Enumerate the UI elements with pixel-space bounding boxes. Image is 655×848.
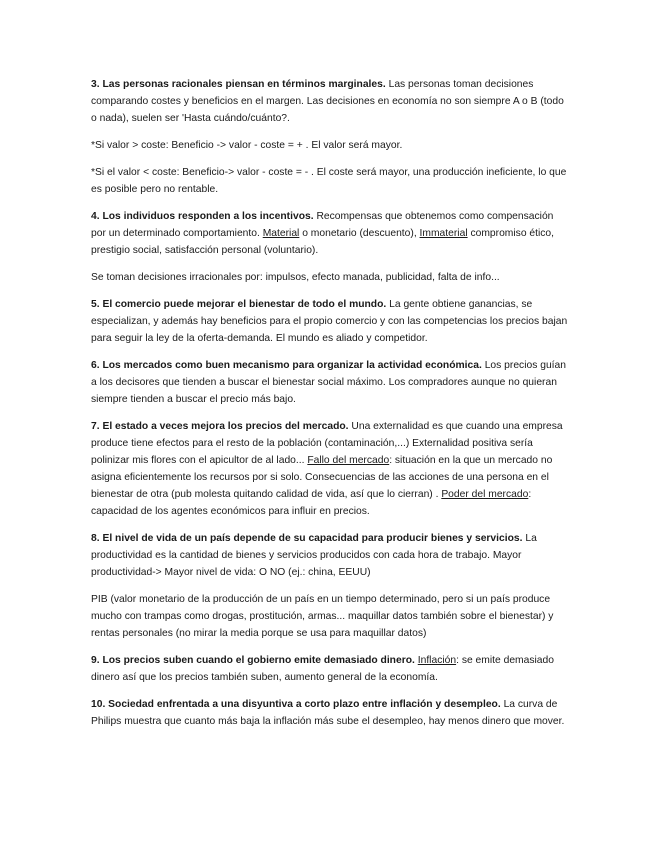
paragraph-4-text-2: o monetario (descuento), — [299, 228, 420, 239]
paragraph-3-benefit: *Si valor > coste: Beneficio -> valor - coste = + . El valor será mayor. — [91, 140, 403, 151]
heading-10: 10. Sociedad enfrentada a una disyuntiva a corto plazo entre inflación y desempleo. — [91, 699, 501, 710]
paragraph-9-text-2: : se emite demasiado dinero así que los precios también suben, aumento general de la economía. — [91, 655, 554, 683]
paragraph-5 — [91, 296, 571, 347]
term-immaterial: Immaterial — [419, 228, 468, 239]
paragraph-8 — [91, 530, 571, 581]
paragraph-3-cost: *Si el valor < coste: Beneficio-> valor - coste = - . El coste será mayor, una producción ineficiente, lo que es posible pero no rentable. — [91, 167, 567, 195]
paragraph-7 — [91, 418, 571, 520]
term-poder-del-mercado: Poder del mercado — [441, 489, 529, 500]
term-fallo-del-mercado: Fallo del mercado — [307, 455, 390, 466]
heading-8: 8. El nivel de vida de un país depende de su capacidad para producir bienes y servicios. — [91, 533, 523, 544]
paragraph-9 — [91, 652, 571, 686]
heading-7: 7. El estado a veces mejora los precios del mercado. — [91, 421, 349, 432]
heading-5: 5. El comercio puede mejorar el bienestar de todo el mundo. — [91, 299, 387, 310]
term-material: Material — [262, 228, 300, 239]
paragraph-8-pib: PIB (valor monetario de la producción de un país en un tiempo determinado, pero si un país produce mucho con trampas como drogas, prostitución, armas... maquillar datos también sobre el bienestar) y rentas personales (no mirar la media porque se usa para maquillar datos) — [91, 594, 554, 639]
paragraph-6 — [91, 357, 571, 408]
paragraph-7-text-3: : capacidad de los agentes económicos para influir en precios. — [91, 489, 532, 517]
document-page — [91, 76, 571, 740]
paragraph-3-text: Las personas toman decisiones comparando costes y beneficios en el margen. Las decisiones en economía no son siempre A o B (todo o nada), suelen ser 'Hasta cuándo/cuánto?. — [91, 79, 564, 124]
paragraph-7-text-1: Una externalidad es que cuando una empresa produce tiene efectos para el resto de la población (contaminación,...) Externalidad positiva sería polinizar mis flores con el apicultor de al lado... — [91, 421, 563, 466]
paragraph-4-irrational: Se toman decisiones irracionales por: impulsos, efecto manada, publicidad, falta de info... — [91, 272, 500, 283]
paragraph-3 — [91, 76, 571, 127]
paragraph-10 — [91, 696, 571, 730]
paragraph-8-text: La productividad es la cantidad de bienes y servicios producidos con cada hora de trabajo. Mayor productividad-> Mayor nivel de vida: O NO (ej.: china, EEUU) — [91, 533, 537, 578]
heading-6: 6. Los mercados como buen mecanismo para organizar la actividad económica. — [91, 360, 482, 371]
heading-3: 3. Las personas racionales piensan en términos marginales. — [91, 79, 386, 90]
heading-9: 9. Los precios suben cuando el gobierno emite demasiado dinero. — [91, 655, 415, 666]
paragraph-10-text: La curva de Philips muestra que cuanto más baja la inflación más sube el desempleo, hay menos dinero que mover. — [91, 699, 565, 727]
term-inflacion: Inflación — [417, 655, 457, 666]
paragraph-4-text-1: Recompensas que obtenemos como compensación por un determinado comportamiento. — [91, 211, 554, 239]
paragraph-4-text-3: compromiso ético, prestigio social, satisfacción personal (voluntario). — [91, 228, 555, 256]
paragraph-4 — [91, 208, 571, 259]
paragraph-5-text: La gente obtiene ganancias, se especializan, y además hay beneficios para el propio comercio y con las competencias los precios bajan para seguir la ley de la oferta-demanda. El mundo es aliado y competidor. — [91, 299, 568, 344]
paragraph-6-text: Los precios guían a los decisores que tienden a buscar el bienestar social máximo. Los compradores aunque no quieran siempre tienden a buscar el precio más bajo. — [91, 360, 566, 405]
paragraph-7-text-2: : situación en la que un mercado no asigna eficientemente los recursos por si solo. Consecuencias de las acciones de una persona en el bienestar de otra (pub molesta quitando calidad de vida, así que lo cierran) . — [91, 455, 553, 500]
heading-4: 4. Los individuos responden a los incentivos. — [91, 211, 314, 222]
